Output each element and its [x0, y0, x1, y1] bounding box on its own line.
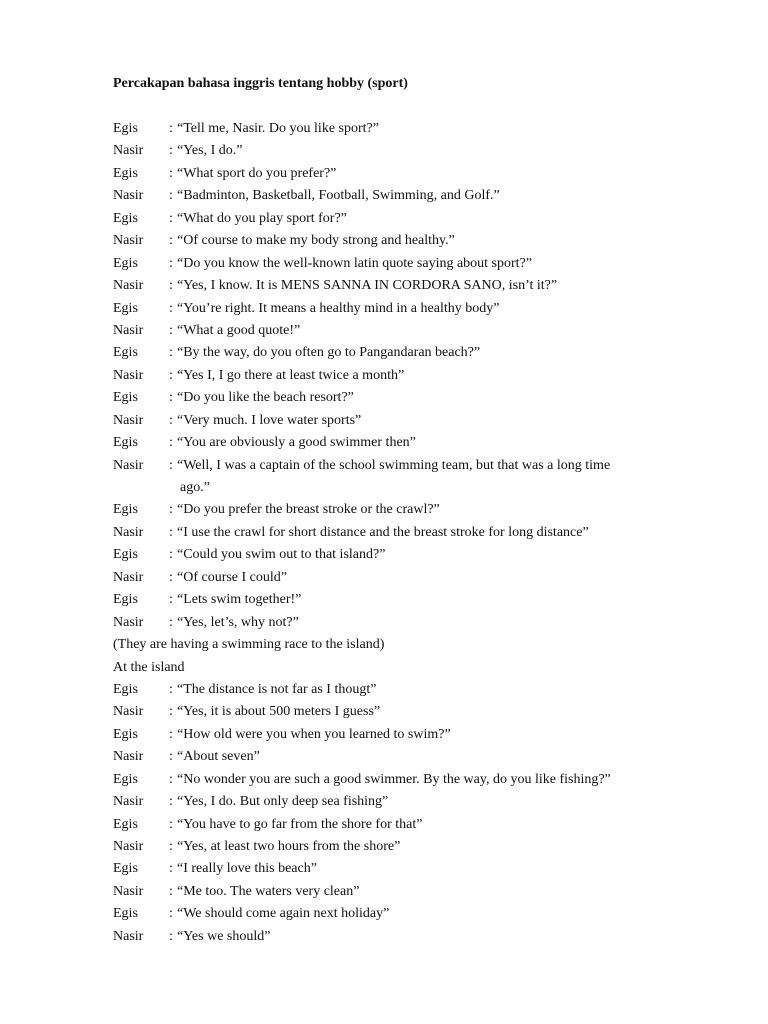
- line-text: “Badminton, Basketball, Football, Swimming, and Golf.”: [177, 188, 500, 204]
- speaker-name: Egis: [113, 771, 138, 787]
- dialogue-line: [113, 365, 673, 387]
- dialogue-line: [113, 746, 673, 768]
- speaker-name: Egis: [113, 681, 138, 697]
- line-text: “Do you prefer the breast stroke or the crawl?”: [177, 502, 440, 518]
- line-body: [169, 275, 649, 297]
- line-text: “The distance is not far as I thougt”: [177, 681, 377, 697]
- speaker-name: Egis: [113, 592, 138, 608]
- speaker-name: Egis: [113, 390, 138, 406]
- dialogue-line: [113, 679, 673, 701]
- line-body: [169, 455, 649, 500]
- separator-colon: :: [169, 816, 173, 832]
- dialogue-line: [113, 118, 673, 140]
- dialogue-line: [113, 589, 673, 611]
- line-body: [169, 140, 649, 162]
- speaker-name: Egis: [113, 726, 138, 742]
- line-body: [169, 903, 649, 925]
- dialogue-line: [113, 814, 673, 836]
- line-body: [169, 926, 649, 948]
- dialogue-line: [113, 320, 673, 342]
- line-text-continued: ago.”: [180, 480, 210, 496]
- line-body: [169, 589, 649, 611]
- speaker-name: Nasir: [113, 278, 144, 294]
- separator-colon: :: [169, 794, 173, 810]
- line-text: “You have to go far from the shore for that”: [177, 816, 423, 832]
- dialogue-line: [113, 791, 673, 813]
- line-text: “What a good quote!”: [177, 322, 301, 338]
- line-body: [169, 769, 649, 791]
- dialogue-line: [113, 185, 673, 207]
- separator-colon: :: [169, 569, 173, 585]
- line-body: [169, 253, 649, 275]
- dialogue-line: [113, 769, 673, 791]
- line-text-wrap: [177, 455, 649, 500]
- line-body: [169, 791, 649, 813]
- dialogue-line: [113, 208, 673, 230]
- speaker-name: Nasir: [113, 928, 144, 944]
- line-body: [169, 522, 649, 544]
- line-body: [169, 836, 649, 858]
- line-text: “Yes, it is about 500 meters I guess”: [177, 704, 381, 720]
- dialogue-line: [113, 926, 673, 948]
- speaker-name: Egis: [113, 861, 138, 877]
- speaker-name: Nasir: [113, 704, 144, 720]
- line-text: “About seven”: [177, 749, 260, 765]
- speaker-name: Nasir: [113, 322, 144, 338]
- separator-colon: :: [169, 412, 173, 428]
- line-text: “You are obviously a good swimmer then”: [177, 435, 416, 451]
- dialogue-line: [113, 544, 673, 566]
- line-text: “How old were you when you learned to swim?”: [177, 726, 451, 742]
- separator-colon: :: [169, 143, 173, 159]
- line-text: “By the way, do you often go to Pangandaran beach?”: [177, 345, 481, 361]
- dialogue-line: [113, 858, 673, 880]
- line-text: “Lets swim together!”: [177, 592, 302, 608]
- speaker-name: Nasir: [113, 614, 144, 630]
- separator-colon: :: [169, 233, 173, 249]
- speaker-name: Egis: [113, 345, 138, 361]
- speaker-name: Egis: [113, 121, 138, 136]
- line-body: [169, 342, 649, 364]
- line-text: “Do you know the well-known latin quote saying about sport?”: [177, 255, 532, 271]
- line-text: “What sport do you prefer?”: [177, 165, 337, 181]
- separator-colon: :: [169, 771, 173, 787]
- line-body: [169, 432, 649, 454]
- dialogue-line: [113, 230, 673, 252]
- separator-colon: :: [169, 435, 173, 451]
- line-body: [169, 724, 649, 746]
- separator-colon: :: [169, 165, 173, 181]
- dialogue-line: [113, 881, 673, 903]
- dialogue-line: [113, 836, 673, 858]
- line-text: “Do you like the beach resort?”: [177, 390, 354, 406]
- dialogue-line: [113, 499, 673, 521]
- dialogue-line: [113, 455, 673, 500]
- speaker-name: Nasir: [113, 524, 144, 540]
- line-text: “Yes, I do.”: [177, 143, 243, 159]
- speaker-name: Egis: [113, 547, 138, 563]
- dialogue-line: [113, 387, 673, 409]
- narration-line: (They are having a swimming race to the island): [113, 637, 385, 653]
- separator-colon: :: [169, 592, 173, 608]
- speaker-name: Egis: [113, 906, 138, 922]
- line-text: “Yes, let’s, why not?”: [177, 614, 299, 630]
- speaker-name: Nasir: [113, 457, 144, 473]
- line-body: [169, 858, 649, 880]
- line-body: [169, 746, 649, 768]
- separator-colon: :: [169, 121, 173, 136]
- dialogue-line: [113, 275, 673, 297]
- line-body: [169, 365, 649, 387]
- line-text: “Yes I, I go there at least twice a month”: [177, 367, 405, 383]
- line-body: [169, 185, 649, 207]
- dialogue-part-3: [113, 679, 673, 948]
- line-text: “Yes, at least two hours from the shore”: [177, 839, 401, 855]
- separator-colon: :: [169, 749, 173, 765]
- line-body: [169, 881, 649, 903]
- line-body: [169, 387, 649, 409]
- line-text: “Tell me, Nasir. Do you like sport?”: [177, 121, 379, 136]
- separator-colon: :: [169, 188, 173, 204]
- separator-colon: :: [169, 255, 173, 271]
- separator-colon: :: [169, 861, 173, 877]
- dialogue-line: [113, 724, 673, 746]
- line-body: [169, 410, 649, 432]
- separator-colon: :: [169, 457, 173, 473]
- dialogue-line: [113, 701, 673, 723]
- line-text: “Very much. I love water sports”: [177, 412, 362, 428]
- line-text: “No wonder you are such a good swimmer. By the way, do you like fishing?”: [177, 771, 611, 787]
- line-body: [169, 544, 649, 566]
- dialogue-line: [113, 567, 673, 589]
- line-body: [169, 499, 649, 521]
- dialogue-line: [113, 163, 673, 185]
- line-body: [169, 679, 649, 701]
- separator-colon: :: [169, 345, 173, 361]
- speaker-name: Nasir: [113, 794, 144, 810]
- speaker-name: Nasir: [113, 233, 144, 249]
- line-body: [169, 208, 649, 230]
- line-body: [169, 612, 649, 634]
- speaker-name: Egis: [113, 255, 138, 271]
- dialogue-body: [113, 118, 673, 948]
- dialogue-line: [113, 140, 673, 162]
- line-body: [169, 701, 649, 723]
- separator-colon: :: [169, 524, 173, 540]
- speaker-name: Egis: [113, 816, 138, 832]
- separator-colon: :: [169, 300, 173, 316]
- separator-colon: :: [169, 928, 173, 944]
- line-text: “Well, I was a captain of the school swimming team, but that was a long time: [177, 457, 611, 473]
- line-text: “I use the crawl for short distance and the breast stroke for long distance”: [177, 524, 589, 540]
- dialogue-line: [113, 612, 673, 634]
- line-body: [169, 163, 649, 185]
- separator-colon: :: [169, 839, 173, 855]
- line-body: [169, 567, 649, 589]
- dialogue-line: [113, 253, 673, 275]
- line-text: “Yes, I know. It is MENS SANNA IN CORDORA SANO, isn’t it?”: [177, 278, 558, 294]
- separator-colon: :: [169, 502, 173, 518]
- speaker-name: Egis: [113, 435, 138, 451]
- separator-colon: :: [169, 906, 173, 922]
- dialogue-line: [113, 342, 673, 364]
- speaker-name: Nasir: [113, 883, 144, 899]
- line-text: “Me too. The waters very clean”: [177, 883, 360, 899]
- line-body: [169, 298, 649, 320]
- speaker-name: Nasir: [113, 749, 144, 765]
- line-body: [169, 320, 649, 342]
- speaker-name: Nasir: [113, 412, 144, 428]
- speaker-name: Nasir: [113, 143, 144, 159]
- line-text: “Yes we should”: [177, 928, 271, 944]
- speaker-name: Egis: [113, 502, 138, 518]
- separator-colon: :: [169, 278, 173, 294]
- dialogue-line: [113, 522, 673, 544]
- separator-colon: :: [169, 322, 173, 338]
- separator-colon: :: [169, 614, 173, 630]
- dialogue-line: [113, 410, 673, 432]
- separator-colon: :: [169, 547, 173, 563]
- speaker-name: Nasir: [113, 188, 144, 204]
- speaker-name: Nasir: [113, 367, 144, 383]
- dialogue-line: [113, 432, 673, 454]
- line-body: [169, 118, 649, 140]
- speaker-name: Egis: [113, 300, 138, 316]
- speaker-name: Egis: [113, 210, 138, 226]
- line-text: “Of course I could”: [177, 569, 288, 585]
- dialogue-part-2: [113, 499, 673, 634]
- separator-colon: :: [169, 367, 173, 383]
- line-text: “You’re right. It means a healthy mind in a healthy body”: [177, 300, 500, 316]
- line-text: “Yes, I do. But only deep sea fishing”: [177, 794, 389, 810]
- separator-colon: :: [169, 390, 173, 406]
- line-body: [169, 814, 649, 836]
- dialogue-part-1: [113, 118, 673, 455]
- separator-colon: :: [169, 210, 173, 226]
- speaker-name: Egis: [113, 165, 138, 181]
- narration-line: At the island: [113, 659, 185, 675]
- separator-colon: :: [169, 681, 173, 697]
- speaker-name: Nasir: [113, 569, 144, 585]
- line-text: “Of course to make my body strong and healthy.”: [177, 233, 455, 249]
- line-text: “Could you swim out to that island?”: [177, 547, 386, 563]
- line-text: “We should come again next holiday”: [177, 906, 390, 922]
- separator-colon: :: [169, 704, 173, 720]
- line-text: “What do you play sport for?”: [177, 210, 347, 226]
- line-text: “I really love this beach”: [177, 861, 317, 877]
- speaker-name: Nasir: [113, 839, 144, 855]
- dialogue-line: [113, 903, 673, 925]
- line-body: [169, 230, 649, 252]
- separator-colon: :: [169, 726, 173, 742]
- dialogue-line: [113, 298, 673, 320]
- separator-colon: :: [169, 883, 173, 899]
- document-title: Percakapan bahasa inggris tentang hobby (sport): [113, 76, 408, 91]
